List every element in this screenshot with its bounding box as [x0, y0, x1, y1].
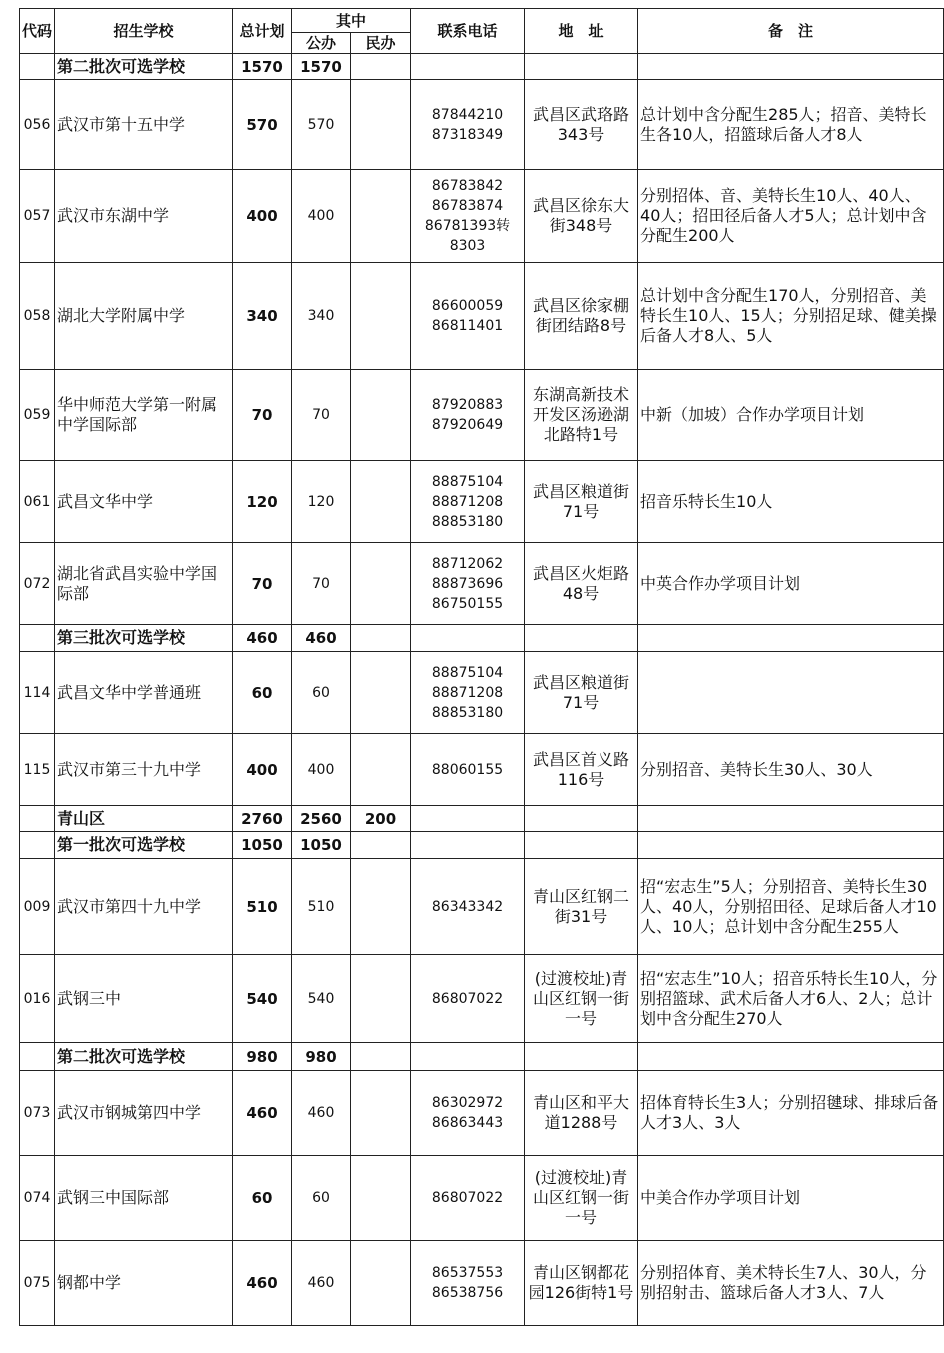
- private-cell: [351, 461, 411, 543]
- code-cell: [20, 625, 55, 652]
- total-cell: 540: [233, 955, 292, 1043]
- address-cell: [525, 625, 638, 652]
- school-name: 钢都中学: [55, 1241, 233, 1326]
- address-cell: 武昌区武珞路343号: [525, 80, 638, 170]
- header-phone: 联系电话: [411, 9, 525, 54]
- private-cell: [351, 263, 411, 370]
- section-title: 第一批次可选学校: [55, 832, 233, 859]
- phone-cell: [411, 54, 525, 80]
- private-cell: [351, 625, 411, 652]
- notes-cell: 总计划中含分配生170人，分别招音、美特长生10人、15人；分别招足球、健美操后备人才8人、5人: [638, 263, 944, 370]
- section-title: 青山区: [55, 806, 233, 832]
- school-name: 武汉市第三十九中学: [55, 734, 233, 806]
- school-name: 武汉市东湖中学: [55, 170, 233, 263]
- phone-number: 86302972: [431, 1095, 504, 1111]
- phone-cell: [411, 955, 525, 1043]
- table-row: [20, 263, 944, 370]
- private-cell: [351, 734, 411, 806]
- section-row: [20, 625, 944, 652]
- notes-cell: 招“宏志生”5人；分别招音、美特长生30人、40人，分别招田径、足球后备人才10人、10人；总计划中含分配生255人: [638, 859, 944, 955]
- total-cell: 70: [233, 370, 292, 461]
- address-cell: 武昌区徐东大街348号: [525, 170, 638, 263]
- phone-cell: [411, 832, 525, 859]
- public-cell: 400: [292, 734, 351, 806]
- address-cell: 武昌区火炬路48号: [525, 543, 638, 625]
- table-row: [20, 370, 944, 461]
- public-cell: 1050: [292, 832, 351, 859]
- notes-cell: [638, 832, 944, 859]
- phone-cell: [411, 806, 525, 832]
- school-name: 武昌文华中学: [55, 461, 233, 543]
- private-cell: [351, 80, 411, 170]
- table-row: [20, 652, 944, 734]
- total-cell: 570: [233, 80, 292, 170]
- school-name: 武汉市第十五中学: [55, 80, 233, 170]
- public-cell: 460: [292, 625, 351, 652]
- phone-cell: [411, 1241, 525, 1326]
- address-cell: 武昌区粮道街71号: [525, 652, 638, 734]
- phone-cell: [411, 170, 525, 263]
- public-cell: 60: [292, 652, 351, 734]
- notes-cell: 分别招体、音、美特长生10人、40人、40人；招田径后备人才5人；总计划中含分配生200人: [638, 170, 944, 263]
- code-cell: 073: [20, 1071, 55, 1156]
- phone-number: 87318349: [431, 126, 504, 143]
- private-cell: [351, 1043, 411, 1071]
- table-row: [20, 80, 944, 170]
- code-cell: 114: [20, 652, 55, 734]
- phone-number: 86783874: [431, 198, 504, 214]
- section-row: [20, 54, 944, 80]
- private-cell: [351, 1241, 411, 1326]
- code-cell: 059: [20, 370, 55, 461]
- header-total: 总计划: [233, 9, 292, 54]
- phone-cell: [411, 1156, 525, 1241]
- phone-number: 88873696: [431, 575, 504, 592]
- total-cell: 1050: [233, 832, 292, 859]
- total-cell: 400: [233, 734, 292, 806]
- code-cell: 061: [20, 461, 55, 543]
- total-cell: 460: [233, 1241, 292, 1326]
- code-cell: 056: [20, 80, 55, 170]
- table-row: [20, 170, 944, 263]
- phone-cell: [411, 80, 525, 170]
- section-row: [20, 832, 944, 859]
- address-cell: [525, 806, 638, 832]
- phone-number: 88871208: [431, 684, 504, 701]
- notes-cell: 招“宏志生”10人；招音乐特长生10人，分别招篮球、武术后备人才6人、2人；总计划中含分配生270人: [638, 955, 944, 1043]
- phone-number: 87920883: [431, 397, 504, 413]
- header-notes: 备 注: [638, 9, 944, 54]
- private-cell: [351, 543, 411, 625]
- table-row: [20, 955, 944, 1043]
- total-cell: 70: [233, 543, 292, 625]
- public-cell: 120: [292, 461, 351, 543]
- phone-number: 86807022: [431, 1190, 504, 1206]
- address-cell: 武昌区粮道街71号: [525, 461, 638, 543]
- notes-cell: 分别招体育、美术特长生7人、30人，分别招射击、篮球后备人才3人、7人: [638, 1241, 944, 1326]
- phone-number: 86807022: [431, 990, 504, 1007]
- address-cell: 青山区和平大道1288号: [525, 1071, 638, 1156]
- notes-cell: 中英合作办学项目计划: [638, 543, 944, 625]
- address-cell: (过渡校址)青山区红钢一街一号: [525, 955, 638, 1043]
- address-cell: 青山区红钢二街31号: [525, 859, 638, 955]
- public-cell: 400: [292, 170, 351, 263]
- section-title: 第二批次可选学校: [55, 54, 233, 80]
- code-cell: 057: [20, 170, 55, 263]
- code-cell: 072: [20, 543, 55, 625]
- public-cell: 60: [292, 1156, 351, 1241]
- section-title: 第三批次可选学校: [55, 625, 233, 652]
- notes-cell: [638, 652, 944, 734]
- phone-number: 86783842: [431, 178, 504, 194]
- section-row: [20, 1043, 944, 1071]
- address-cell: [525, 54, 638, 80]
- school-name: 武钢三中: [55, 955, 233, 1043]
- code-cell: [20, 54, 55, 80]
- phone-number: 86863443: [431, 1115, 504, 1131]
- header-public: 公办: [292, 33, 351, 54]
- private-cell: [351, 859, 411, 955]
- phone-number: 86343342: [431, 898, 504, 915]
- public-cell: 540: [292, 955, 351, 1043]
- address-cell: [525, 1043, 638, 1071]
- table-row: [20, 461, 944, 543]
- school-name: 华中师范大学第一附属中学国际部: [55, 370, 233, 461]
- notes-cell: 招音乐特长生10人: [638, 461, 944, 543]
- public-cell: 2560: [292, 806, 351, 832]
- private-cell: [351, 54, 411, 80]
- notes-cell: 中新（加坡）合作办学项目计划: [638, 370, 944, 461]
- address-cell: 青山区钢都花园126街特1号: [525, 1241, 638, 1326]
- notes-cell: [638, 625, 944, 652]
- code-cell: 016: [20, 955, 55, 1043]
- total-cell: 60: [233, 1156, 292, 1241]
- phone-cell: [411, 734, 525, 806]
- phone-cell: [411, 1071, 525, 1156]
- public-cell: 1570: [292, 54, 351, 80]
- phone-cell: [411, 543, 525, 625]
- notes-cell: 中美合作办学项目计划: [638, 1156, 944, 1241]
- private-cell: [351, 1156, 411, 1241]
- code-cell: 009: [20, 859, 55, 955]
- header-of-which: 其中: [292, 9, 411, 33]
- header-private: 民办: [351, 33, 411, 54]
- phone-cell: [411, 263, 525, 370]
- code-cell: 058: [20, 263, 55, 370]
- phone-number: 88712062: [431, 555, 504, 572]
- total-cell: 120: [233, 461, 292, 543]
- phone-number: 88060155: [431, 761, 504, 778]
- phone-cell: [411, 461, 525, 543]
- phone-cell: [411, 859, 525, 955]
- total-cell: 460: [233, 625, 292, 652]
- phone-number: 86537553: [431, 1265, 504, 1281]
- notes-cell: [638, 1043, 944, 1071]
- code-cell: 115: [20, 734, 55, 806]
- notes-cell: [638, 54, 944, 80]
- table-body: [20, 54, 944, 1326]
- private-cell: [351, 652, 411, 734]
- admissions-table-page: [19, 8, 943, 1326]
- table-row: [20, 734, 944, 806]
- school-name: 武钢三中国际部: [55, 1156, 233, 1241]
- phone-number: 88853180: [431, 513, 504, 530]
- phone-number: 87844210: [431, 106, 504, 123]
- private-cell: [351, 370, 411, 461]
- notes-cell: 总计划中含分配生285人；招音、美特长生各10人，招篮球后备人才8人: [638, 80, 944, 170]
- notes-cell: [638, 806, 944, 832]
- code-cell: 075: [20, 1241, 55, 1326]
- header-code: 代码: [20, 9, 55, 54]
- phone-number: 88875104: [431, 664, 504, 681]
- table-row: [20, 543, 944, 625]
- table-row: [20, 1241, 944, 1326]
- total-cell: 510: [233, 859, 292, 955]
- phone-number: 86781393转8303: [424, 218, 511, 254]
- public-cell: 340: [292, 263, 351, 370]
- address-cell: (过渡校址)青山区红钢一街一号: [525, 1156, 638, 1241]
- phone-number: 88853180: [431, 704, 504, 721]
- table-row: [20, 859, 944, 955]
- private-cell: [351, 170, 411, 263]
- public-cell: 460: [292, 1241, 351, 1326]
- private-cell: [351, 1071, 411, 1156]
- public-cell: 510: [292, 859, 351, 955]
- header-address: 地 址: [525, 9, 638, 54]
- phone-number: 86811401: [431, 318, 504, 334]
- total-cell: 980: [233, 1043, 292, 1071]
- total-cell: 60: [233, 652, 292, 734]
- phone-number: 86538756: [431, 1285, 504, 1301]
- address-cell: [525, 832, 638, 859]
- public-cell: 70: [292, 370, 351, 461]
- private-cell: [351, 955, 411, 1043]
- total-cell: 1570: [233, 54, 292, 80]
- school-name: 湖北省武昌实验中学国际部: [55, 543, 233, 625]
- total-cell: 340: [233, 263, 292, 370]
- address-cell: 武昌区徐家棚街团结路8号: [525, 263, 638, 370]
- total-cell: 460: [233, 1071, 292, 1156]
- public-cell: 570: [292, 80, 351, 170]
- admissions-table: [19, 8, 944, 1326]
- table-row: [20, 1156, 944, 1241]
- notes-cell: 招体育特长生3人；分别招毽球、排球后备人才3人、3人: [638, 1071, 944, 1156]
- total-cell: 400: [233, 170, 292, 263]
- header-school: 招生学校: [55, 9, 233, 54]
- phone-number: 87920649: [431, 417, 504, 433]
- code-cell: [20, 1043, 55, 1071]
- private-cell: [351, 832, 411, 859]
- school-name: 湖北大学附属中学: [55, 263, 233, 370]
- phone-cell: [411, 652, 525, 734]
- public-cell: 980: [292, 1043, 351, 1071]
- table-row: [20, 1071, 944, 1156]
- code-cell: [20, 806, 55, 832]
- phone-cell: [411, 625, 525, 652]
- code-cell: 074: [20, 1156, 55, 1241]
- public-cell: 70: [292, 543, 351, 625]
- phone-cell: [411, 1043, 525, 1071]
- phone-number: 88875104: [431, 473, 504, 490]
- section-title: 第二批次可选学校: [55, 1043, 233, 1071]
- phone-number: 86600059: [431, 298, 504, 314]
- notes-cell: 分别招音、美特长生30人、30人: [638, 734, 944, 806]
- section-row: [20, 806, 944, 832]
- total-cell: 2760: [233, 806, 292, 832]
- private-cell: 200: [351, 806, 411, 832]
- school-name: 武汉市第四十九中学: [55, 859, 233, 955]
- phone-cell: [411, 370, 525, 461]
- school-name: 武汉市钢城第四中学: [55, 1071, 233, 1156]
- phone-number: 88871208: [431, 493, 504, 510]
- address-cell: 武昌区首义路116号: [525, 734, 638, 806]
- public-cell: 460: [292, 1071, 351, 1156]
- code-cell: [20, 832, 55, 859]
- address-cell: 东湖高新技术开发区汤逊湖北路特1号: [525, 370, 638, 461]
- school-name: 武昌文华中学普通班: [55, 652, 233, 734]
- phone-number: 86750155: [431, 595, 504, 612]
